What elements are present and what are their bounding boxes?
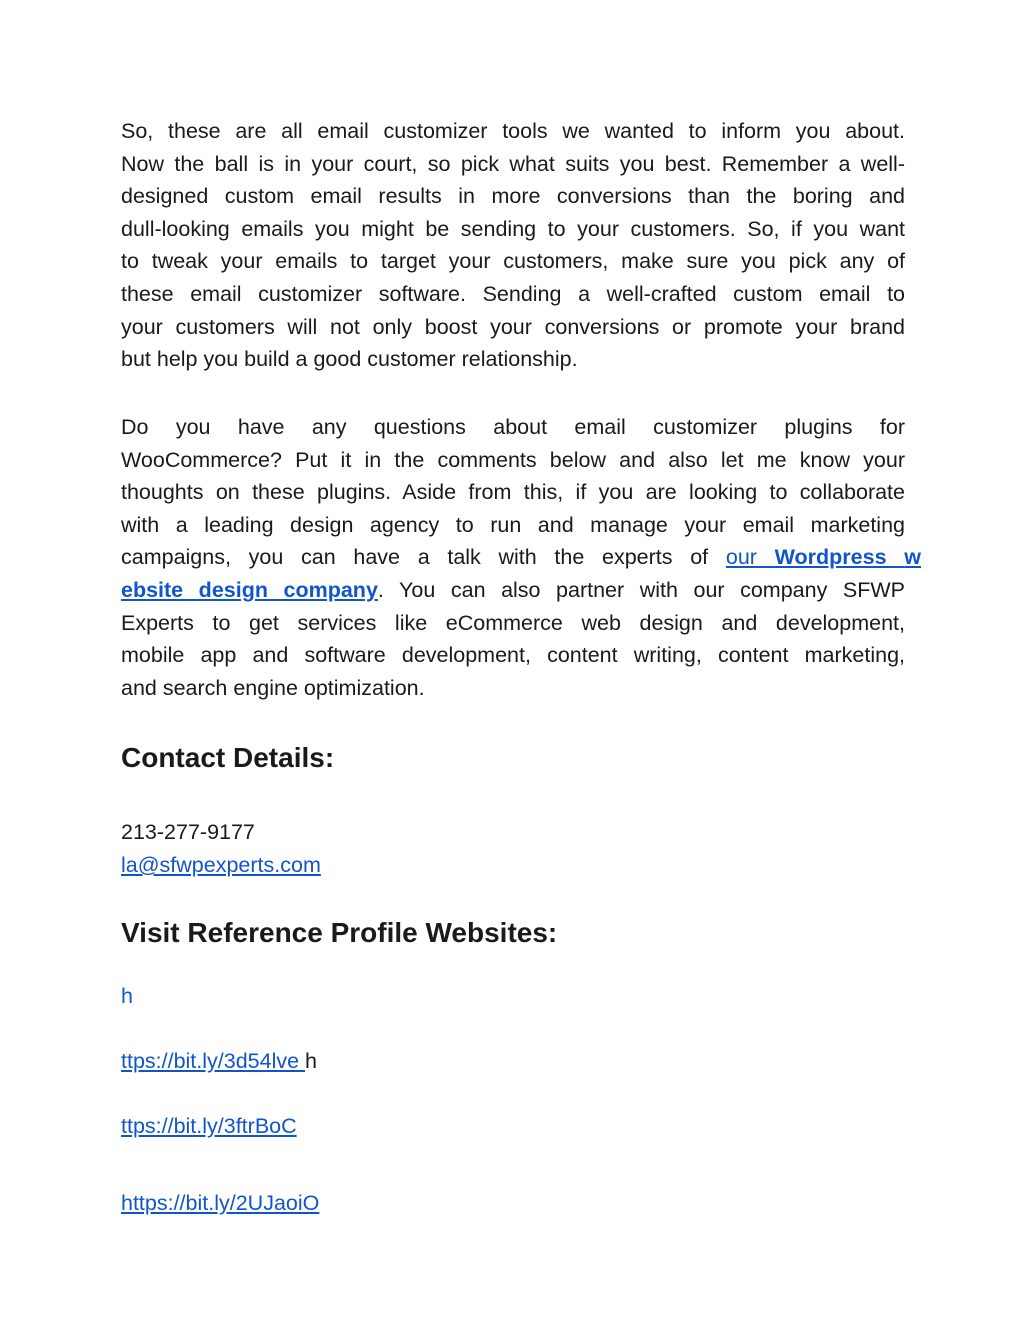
paragraph-line: Now the ball is in your court, so pick what suits you best. Remember a well- — [121, 151, 905, 176]
contact-details-heading: Contact Details: — [121, 742, 335, 773]
paragraph-line: but help you build a good customer relationship. — [121, 347, 578, 372]
reference-line — [121, 1114, 297, 1139]
paragraph-questions — [121, 411, 921, 704]
paragraph-line-with-link — [121, 541, 921, 574]
paragraph-line-with-link — [121, 574, 905, 607]
paragraph-line: So, these are all email customizer tools we wanted to inform you about. — [121, 119, 905, 143]
reference-link-1[interactable]: ttps://bit.ly/3d54lve — [121, 1049, 306, 1073]
reference-line — [121, 1191, 319, 1216]
reference-link-fragment-text: h — [305, 1049, 318, 1073]
email-line — [121, 853, 321, 878]
link-text-prefix: our — [725, 545, 775, 570]
paragraph-line: Do you have any questions about email customizer plugins for — [121, 415, 905, 439]
paragraph-text: campaigns, you can have a talk with the experts of — [121, 545, 726, 570]
wordpress-website-design-company-link-continued[interactable]: w — [904, 545, 921, 570]
paragraph-line: to tweak your emails to target your customers, make sure you pick any of — [121, 249, 905, 274]
website-design-company-link[interactable]: ebsite design company — [121, 577, 378, 602]
paragraph-line: and search engine optimization. — [121, 675, 425, 700]
reference-link-2[interactable]: ttps://bit.ly/3ftrBoC — [121, 1114, 297, 1138]
paragraph-line: Experts to get services like eCommerce web design and development, — [121, 610, 905, 635]
reference-link-3[interactable]: https://bit.ly/2UJaoiO — [121, 1191, 320, 1215]
paragraph-line: WooCommerce? Put it in the comments below and also let me know your — [121, 447, 905, 472]
paragraph-line: thoughts on these plugins. Aside from this, if you are looking to collaborate — [121, 480, 905, 505]
paragraph-summary — [121, 115, 905, 376]
paragraph-line: these email customizer software. Sending a well-crafted custom email to — [121, 281, 905, 306]
phone-number: 213-277-9177 — [121, 820, 255, 844]
reference-websites-heading: Visit Reference Profile Websites: — [121, 917, 558, 948]
paragraph-line: mobile app and software development, content writing, content marketing, — [121, 643, 905, 668]
email-link[interactable]: la@sfwpexperts.com — [121, 853, 321, 877]
paragraph-line: dull-looking emails you might be sending to your customers. So, if you want — [121, 216, 905, 241]
link-text-bold: Wordpress — [774, 545, 905, 570]
paragraph-text: . You can also partner with our company SFWP — [377, 577, 905, 602]
paragraph-line: designed custom email results in more conversions than the boring and — [121, 184, 905, 209]
wordpress-website-design-company-link[interactable] — [726, 545, 904, 569]
paragraph-line: your customers will not only boost your conversions or promote your brand — [121, 314, 905, 339]
paragraph-line: with a leading design agency to run and manage your email marketing — [121, 512, 905, 537]
reference-line — [121, 1049, 317, 1074]
reference-link-fragment[interactable]: h — [121, 984, 133, 1008]
